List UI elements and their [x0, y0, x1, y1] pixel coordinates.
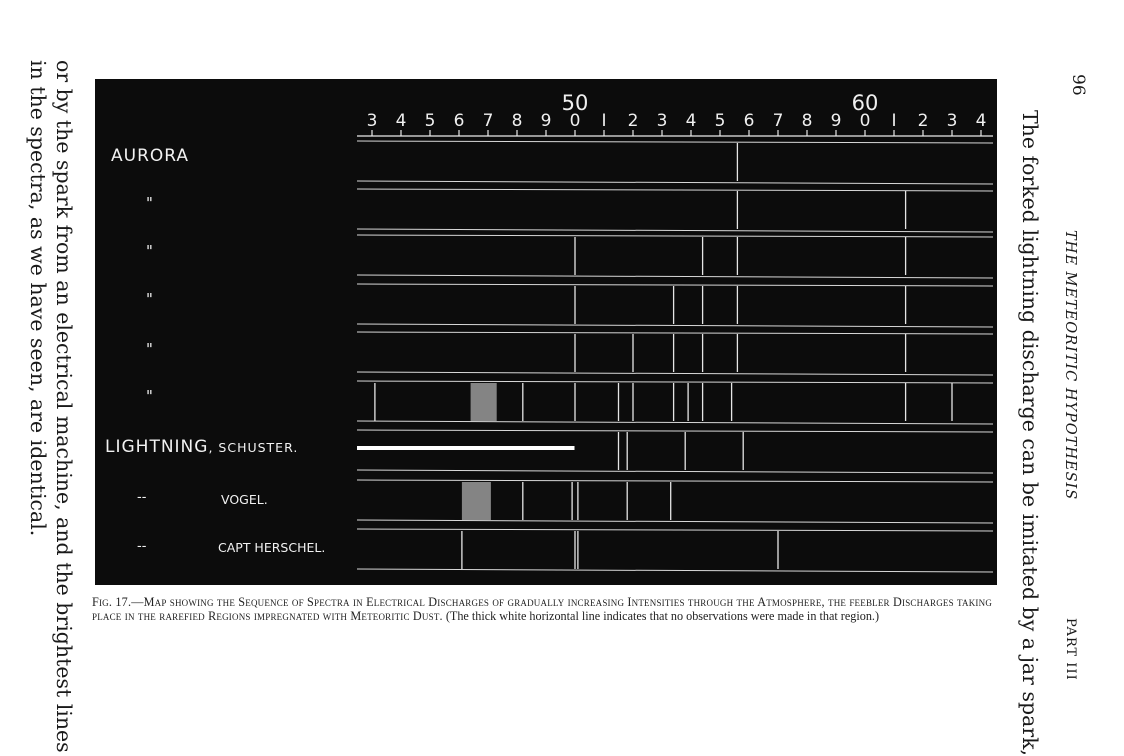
row-bottom-rule [357, 421, 993, 424]
spectral-band [471, 383, 497, 421]
part-label: PART III [1063, 618, 1078, 681]
scale-tick-label: 8 [511, 111, 523, 131]
body-text-right: The forked lightning discharge can be imitated by a jar spark, [1018, 110, 1042, 756]
row-bottom-rule [357, 372, 993, 375]
row-bottom-rule [357, 569, 993, 572]
row-top-rule [357, 189, 993, 191]
row-top-rule [357, 284, 993, 286]
scale-tick-label: 3 [366, 111, 378, 131]
scale-tick-label: 3 [656, 111, 668, 131]
row-top-rule [357, 430, 993, 432]
row-top-rule [357, 332, 993, 334]
row-bottom-rule [357, 181, 993, 184]
spectrum-map-figure [95, 79, 997, 585]
row-label-lightning [105, 437, 298, 457]
row-label-ditto-1: " [146, 194, 153, 212]
figure-caption [92, 595, 1004, 623]
row-top-rule [357, 381, 993, 383]
scale-major-label: 60 [851, 91, 879, 115]
row-bottom-rule [357, 324, 993, 327]
scale-tick-label: 5 [714, 111, 726, 131]
scale-tick-label: 3 [946, 111, 958, 131]
scale-tick-label: 4 [395, 111, 407, 131]
scale-tick-label: 0 [569, 111, 581, 131]
scale-tick-label: 2 [917, 111, 929, 131]
row-top-rule [357, 480, 993, 482]
scale-tick-label: 6 [453, 111, 465, 131]
page-number: 96 [1068, 74, 1088, 96]
scale-tick-label: 4 [685, 111, 697, 131]
spectral-band [462, 482, 491, 520]
row-label-ditto-2: " [146, 242, 153, 260]
row-label-herschel-dash: -- [137, 539, 147, 554]
caption-fig-number: Fig. 17.— [92, 595, 144, 609]
caption-note: (The thick white horizontal line indicates that no observations were made in that region.) [445, 609, 880, 623]
scale-tick-label: 9 [540, 111, 552, 131]
scale-tick-label: 8 [801, 111, 813, 131]
scale-tick-label: I [891, 111, 897, 131]
row-label-ditto-5: " [146, 387, 153, 405]
row-top-rule [357, 141, 993, 143]
row-label-aurora: AURORA [111, 146, 190, 166]
scale-tick-label: 2 [627, 111, 639, 131]
spectrum-map-graphic [95, 79, 997, 585]
row-label-vogel: VOGEL. [221, 492, 268, 507]
scale-tick-label: 6 [743, 111, 755, 131]
scale-major-label: 50 [561, 91, 589, 115]
running-head: THE METEORITIC HYPOTHESIS [1062, 230, 1078, 501]
row-label-herschel: CAPT HERSCHEL. [218, 540, 326, 555]
scale-tick-label: 0 [859, 111, 871, 131]
caption-main: Map showing the Sequence of Spectra in Electrical Discharges of gradually increasing Intensities through the Atmosphere, the feebler Discharges taking place in the rarefied Regions impregnated with Meteoritic Dust. [92, 595, 993, 623]
scale-tick-label: 5 [424, 111, 436, 131]
row-top-rule [357, 529, 993, 531]
row-label-vogel-dash: -- [137, 490, 147, 505]
scale-tick-label: 7 [772, 111, 784, 131]
schuster-label: , SCHUSTER. [208, 440, 299, 455]
row-bottom-rule [357, 229, 993, 232]
body-text-left-2: in the spectra, as we have seen, are identical. [26, 60, 50, 537]
row-top-rule [357, 235, 993, 237]
row-bottom-rule [357, 520, 993, 523]
scale-tick-label: 7 [482, 111, 494, 131]
scale-tick-label: I [601, 111, 607, 131]
row-bottom-rule [357, 275, 993, 278]
row-label-ditto-3: " [146, 290, 153, 308]
scale-tick-label: 9 [830, 111, 842, 131]
row-label-ditto-4: " [146, 340, 153, 358]
scale-tick-label: 4 [975, 111, 987, 131]
row-bottom-rule [357, 470, 993, 473]
body-text-left-1: or by the spark from an electrical machine, and the brightest lines [52, 60, 76, 753]
lightning-label: LIGHTNING [105, 437, 209, 457]
